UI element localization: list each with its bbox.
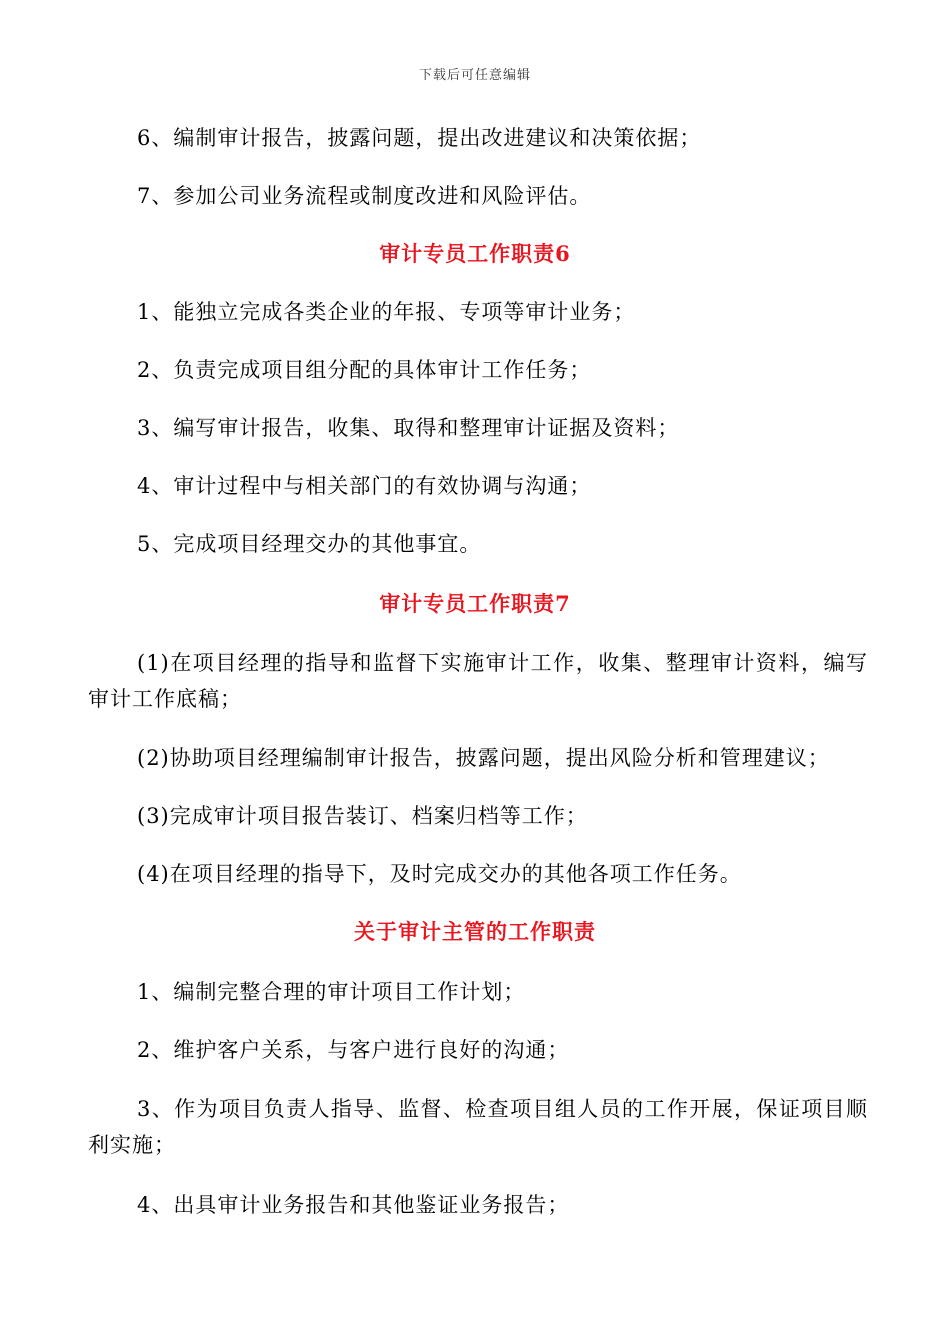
list-item: 2、负责完成项目组分配的具体审计工作任务； (137, 358, 592, 382)
list-item: (4)在项目经理的指导下，及时完成交办的其他各项工作任务。 (137, 862, 742, 886)
list-item: (1)在项目经理的指导和监督下实施审计工作，收集、整理审计资料，编写审计工作底稿； (88, 651, 868, 711)
list-item: 1、编制完整合理的审计项目工作计划； (137, 980, 526, 1004)
list-item: (3)完成审计项目报告装订、档案归档等工作； (137, 804, 588, 828)
list-item: 4、出具审计业务报告和其他鉴证业务报告； (137, 1193, 570, 1217)
duty-item-7: 7、参加公司业务流程或制度改进和风险评估。 (137, 184, 592, 208)
section-heading-supervisor: 关于审计主管的工作职责 (354, 919, 596, 944)
list-item: 1、能独立完成各类企业的年报、专项等审计业务； (137, 300, 636, 324)
list-item: 5、完成项目经理交办的其他事宜。 (137, 532, 482, 556)
list-item: 3、编写审计报告，收集、取得和整理审计证据及资料； (137, 416, 680, 440)
section-heading-specialist-7: 审计专员工作职责7 (379, 591, 571, 616)
list-item: (2)协助项目经理编制审计报告，披露问题，提出风险分析和管理建议； (137, 746, 830, 770)
list-item: 4、审计过程中与相关部门的有效协调与沟通； (137, 474, 592, 498)
section-heading-specialist-6: 审计专员工作职责6 (379, 241, 571, 266)
duty-item-6: 6、编制审计报告，披露问题，提出改进建议和决策依据； (137, 126, 702, 150)
list-item: 2、维护客户关系，与客户进行良好的沟通； (137, 1038, 570, 1062)
list-item: 3、作为项目负责人指导、监督、检查项目组人员的工作开展，保证项目顺利实施； (88, 1097, 868, 1157)
header-note: 下载后可任意编辑 (418, 68, 531, 83)
